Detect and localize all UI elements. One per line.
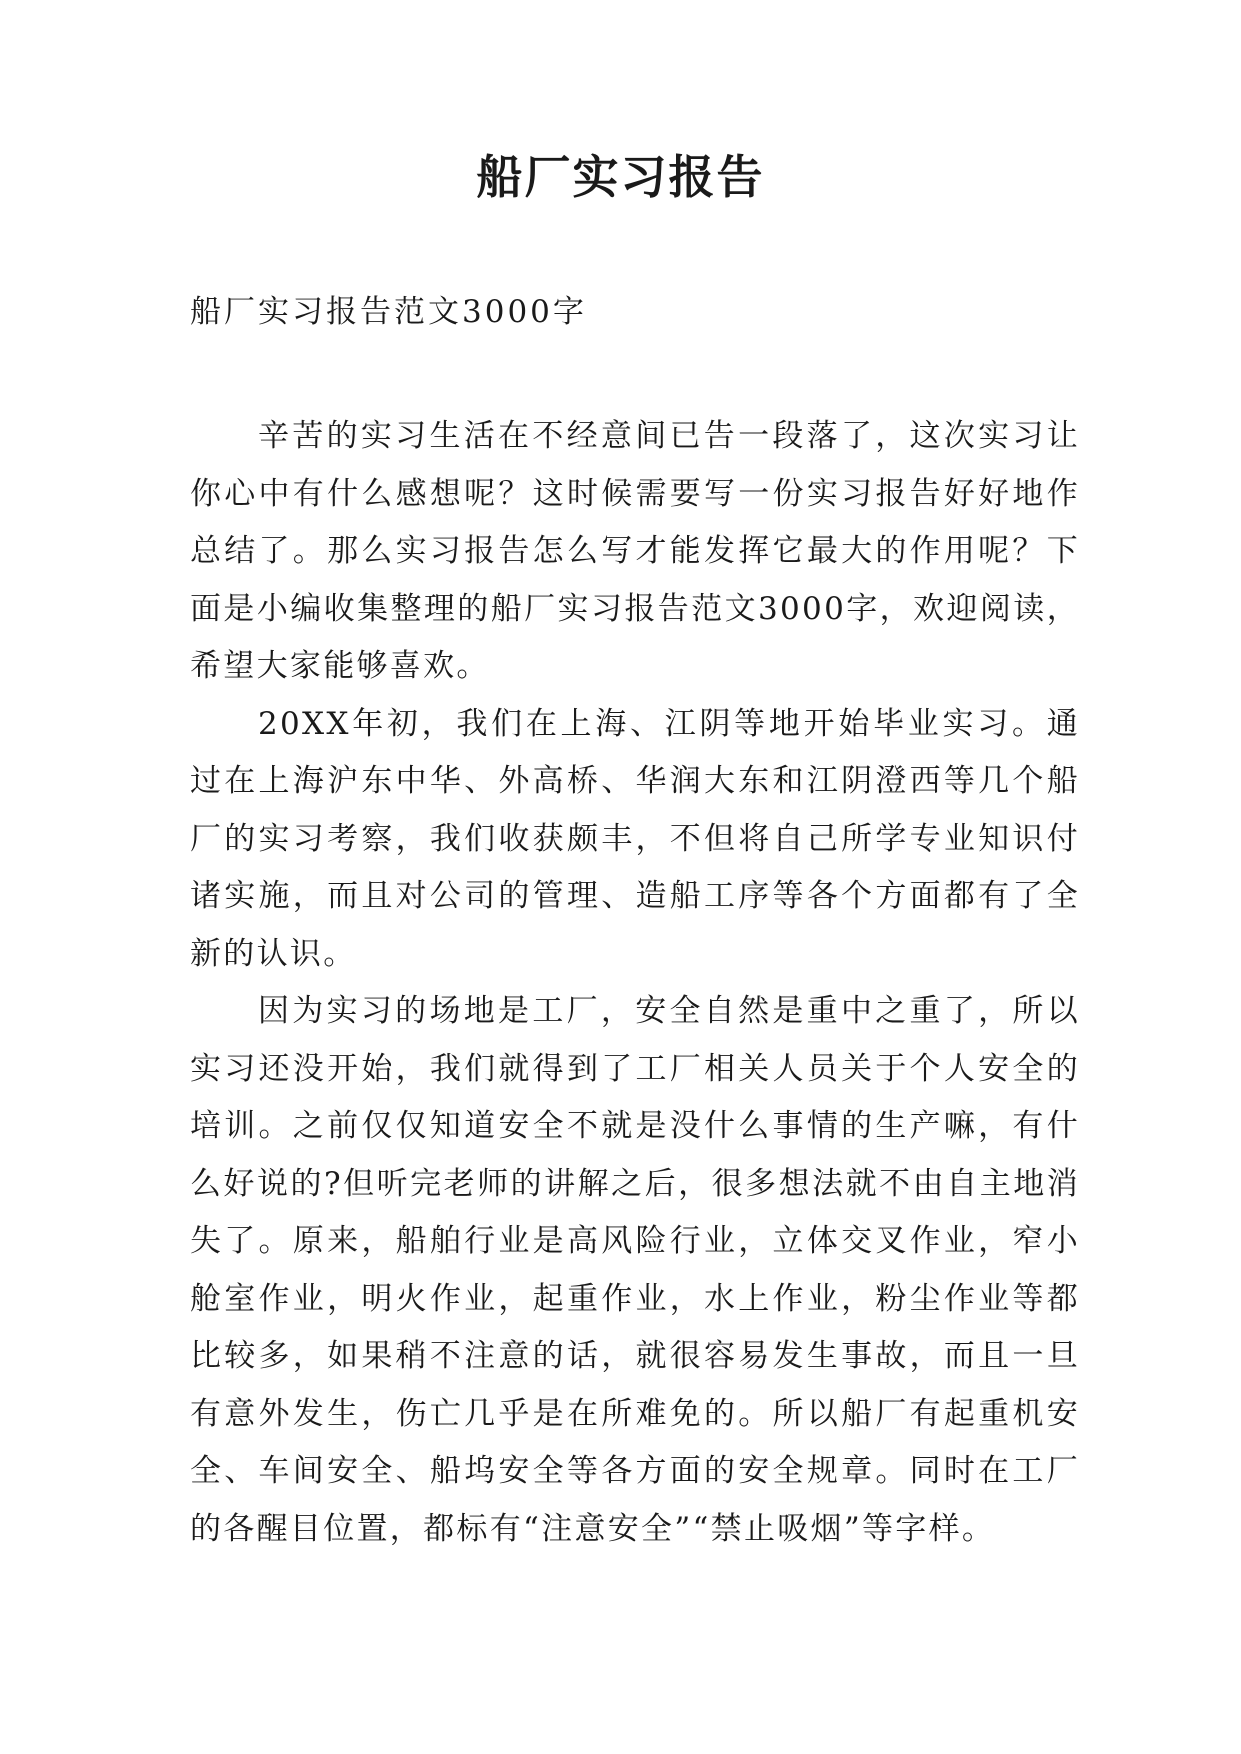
paragraph-safety-training: 因为实习的场地是工厂，安全自然是重中之重了，所以实习还没开始，我们就得到了工厂相关人员关于个人安全的培训。之前仅仅知道安全不就是没什么事情的生产嘛，有什么好说的?但听完老师的讲解之后，很多想法就不由自主地消失了。原来，船舶行业是高风险行业，立体交叉作业，窄小舱室作业，明火作业，起重作业，水上作业，粉尘作业等都比较多，如果稍不注意的话，就很容易发生事故，而且一旦有意外发生，伤亡几乎是在所难免的。所以船厂有起重机安全、车间安全、船坞安全等各方面的安全规章。同时在工厂的各醒目位置，都标有“注意安全”“禁止吸烟”等字样。 [190,993,1080,1547]
paragraph-internship-overview: 20XX年初，我们在上海、江阴等地开始毕业实习。通过在上海沪东中华、外高桥、华润大东和江阴澄西等几个船厂的实习考察，我们收获颇丰，不但将自己所学专业知识付诸实施，而且对公司的管理、造船工序等各个方面都有了全新的认识。 [190,705,1080,972]
document-subtitle: 船厂实习报告范文3000字 [190,294,587,330]
document-title: 船厂实习报告 [476,150,765,204]
paragraph-intro: 辛苦的实习生活在不经意间已告一段落了，这次实习让你心中有什么感想呢？这时候需要写一份实习报告好好地作总结了。那么实习报告怎么写才能发挥它最大的作用呢？下面是小编收集整理的船厂实习报告范文3000字，欢迎阅读，希望大家能够喜欢。 [190,418,1080,684]
document-body [190,408,1080,1558]
